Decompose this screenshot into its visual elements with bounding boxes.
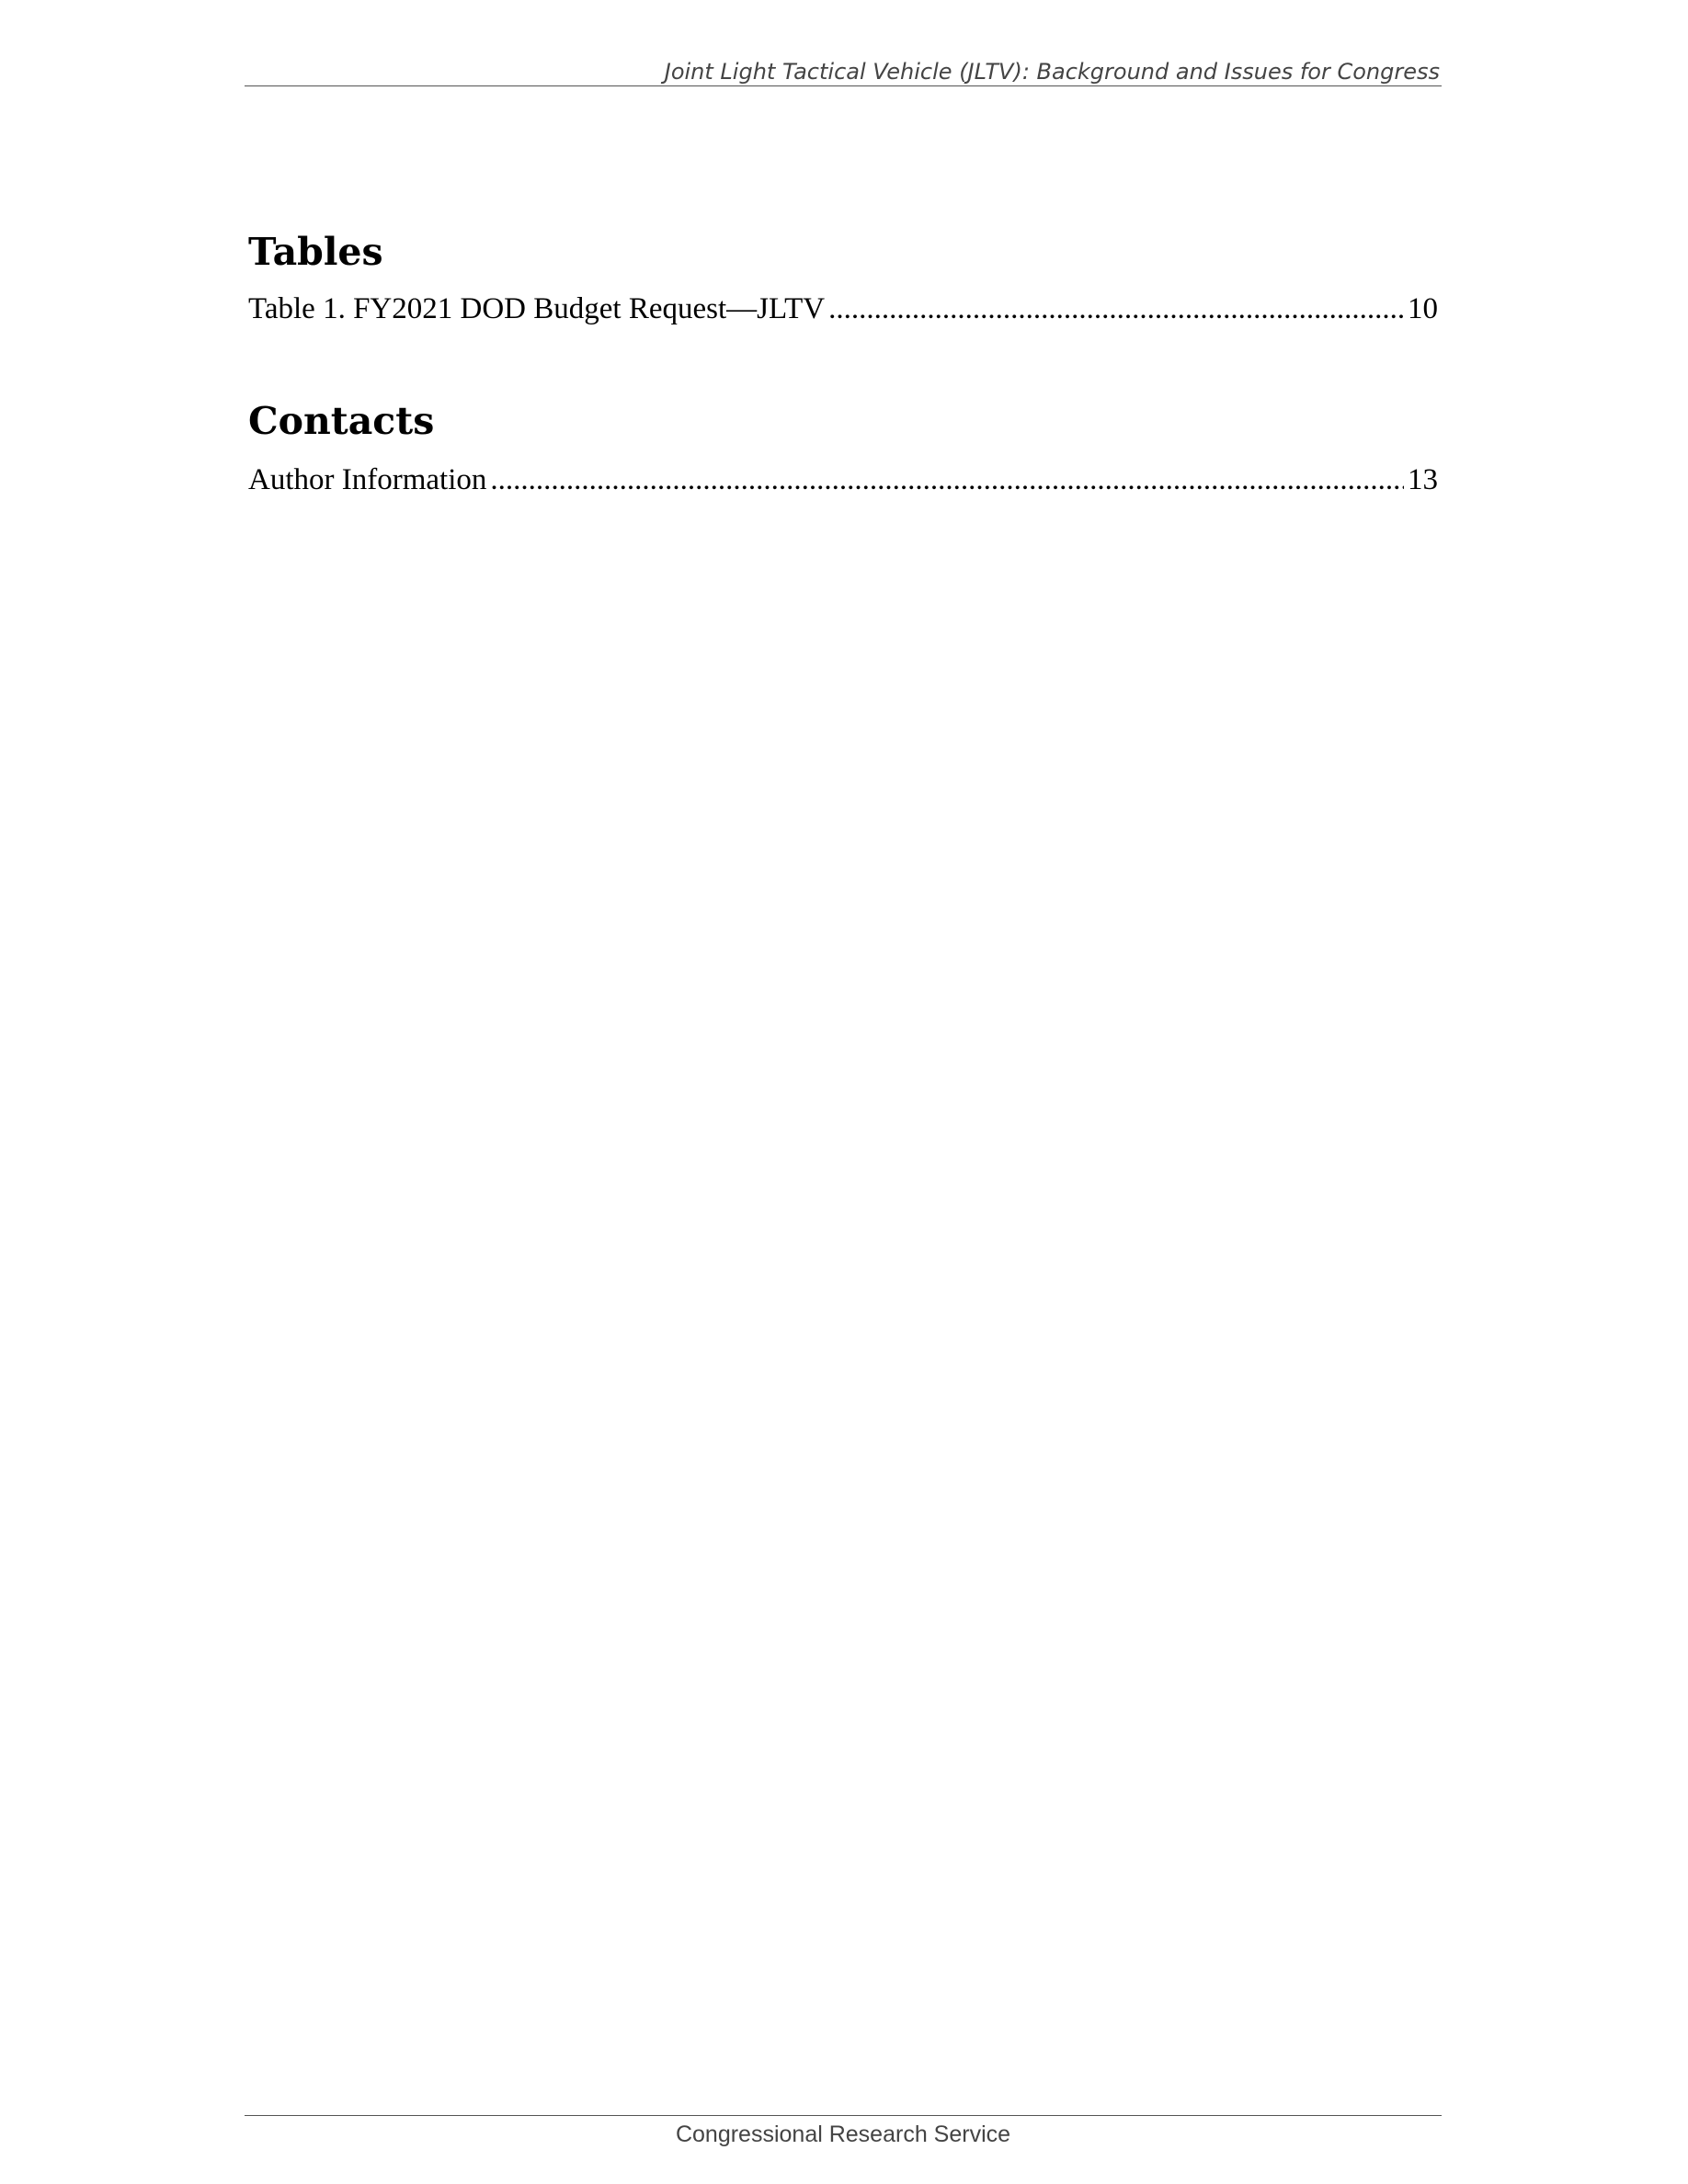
contacts-heading: Contacts [248, 399, 435, 443]
toc-dot-leader [828, 289, 1404, 329]
toc-entry-page-number: 10 [1408, 292, 1438, 325]
header-rule [245, 85, 1442, 86]
toc-dot-leader [490, 460, 1404, 500]
running-footer: Congressional Research Service [675, 2121, 1011, 2147]
toc-entry-label: Author Information [248, 463, 487, 496]
tables-heading: Tables [248, 230, 383, 274]
toc-entry-label: Table 1. FY2021 DOD Budget Request—JLTV [248, 292, 826, 325]
footer-rule [245, 2115, 1442, 2116]
running-header: Joint Light Tactical Vehicle (JLTV): Background and Issues for Congress [664, 59, 1440, 85]
toc-entry-table-1[interactable] [248, 289, 1438, 329]
toc-entry-author-information[interactable] [248, 460, 1438, 500]
toc-entry-page-number: 13 [1408, 463, 1438, 496]
